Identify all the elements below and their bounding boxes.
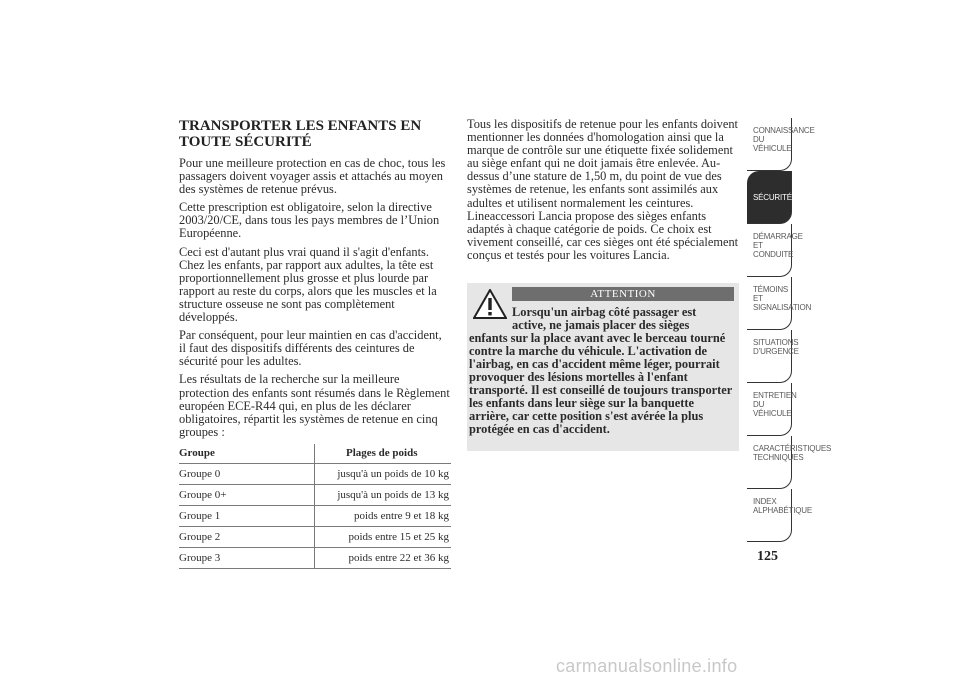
paragraph-homologation: Tous les dispositifs de retenue pour les enfants doivent mentionner les données d'homologation ainsi que la marque de contrôle sur une étiquette fixée solidement au siège enfant qui ne doit jamais être enlevée. Au-dessus d’une stature de 1,50 m, du point de vue des systèmes de retenue, les enfants sont assimilés aux adultes et utilisent normalement les ceintures. Lineaccessori Lancia propose des sièges enfants adaptés à chaque catégorie de poids. Ce choix est vivement conseillé, car ces sièges ont été spécialement conçus et testés pour les voitures Lancia.	[467, 117, 739, 262]
warning-banner: ATTENTION	[512, 287, 734, 301]
paragraph-directive: Cette prescription est obligatoire, selon la directive 2003/20/CE, dans tous les pays membres de l’Union Européenne.	[179, 200, 440, 241]
table-row: Groupe 0 jusqu'à un poids de 10 kg	[179, 463, 451, 484]
warning-text: Lorsqu'un airbag côté passager est active, ne jamais placer des sièges enfants sur la place avant avec le berceau tourné contre la marche du véhicule. L'activation de l'airbag, en cas d'accident même léger, pourrait provoquer des lésions mortelles à l'enfant transporté. Il est conseillé de toujours transporter les enfants dans leur siège sur la banquette arrière, car cette position s'est avérée la plus protégée en cas d'accident.	[469, 305, 733, 436]
left-column	[179, 118, 451, 569]
table-row: Groupe 2 poids entre 15 et 25 kg	[179, 526, 451, 547]
tab-situations-urgence[interactable]: SITUATIONS D’URGENCE	[747, 330, 792, 383]
table-row: Groupe 0+ jusqu'à un poids de 13 kg	[179, 484, 451, 505]
table-row: Groupe 3 poids entre 22 et 36 kg	[179, 547, 451, 568]
table-row: Groupe 1 poids entre 9 et 18 kg	[179, 505, 451, 526]
weight-groups-table	[179, 444, 451, 569]
tab-temoins-signalisation[interactable]: TÉMOINS ET SIGNALISATION	[747, 277, 792, 330]
tab-entretien-vehicule[interactable]: ENTRETIEN DU VÉHICULE	[747, 383, 792, 436]
tab-caracteristiques-techniques[interactable]: CARACTÉRISTIQUES TECHNIQUES	[747, 436, 792, 489]
paragraph-devices: Par conséquent, pour leur maintien en cas d'accident, il faut des dispositifs différents des ceintures de sécurité pour les adultes.	[179, 328, 442, 369]
table-header-row	[179, 444, 451, 464]
tab-demarrage-conduite[interactable]: DÉMARRAGE ET CONDUITE	[747, 224, 792, 277]
page-number: 125	[757, 549, 778, 564]
paragraph-children: Ceci est d'autant plus vrai quand il s'agit d'enfants. Chez les enfants, par rapport aux adultes, la tête est proportionnellement plus grosse et plus lourde par rapport au reste du corps, alors que les muscles et la structure osseuse ne sont pas complètement développés.	[179, 244, 437, 325]
header-group: Groupe	[179, 444, 314, 464]
watermark-text: carmanualsonline.info	[556, 656, 738, 676]
chapter-tabs	[747, 118, 832, 542]
tab-index-alphabetique[interactable]: INDEX ALPHABÉTIQUE	[747, 489, 792, 542]
header-weight: Plages de poids	[314, 444, 451, 464]
warning-box	[467, 283, 739, 451]
tab-securite[interactable]: SÉCURITÉ	[747, 171, 792, 224]
tab-connaissance-vehicule[interactable]: CONNAISSANCE DU VÉHICULE	[747, 118, 792, 171]
paragraph-regulation: Les résultats de la recherche sur la meilleure protection des enfants sont résumés dans le Règlement européen ECE-R44 qui, en plus de les déclarer obligatoires, répartit les systèmes de retenue en cinq groupes :	[179, 372, 450, 439]
section-title: TRANSPORTER LES ENFANTS EN TOUTE SÉCURITÉ	[179, 118, 422, 150]
paragraph-protection: Pour une meilleure protection en cas de choc, tous les passagers doivent voyager assis et attachés au moyen des systèmes de retenue prévus.	[179, 156, 446, 197]
right-column	[467, 118, 739, 267]
